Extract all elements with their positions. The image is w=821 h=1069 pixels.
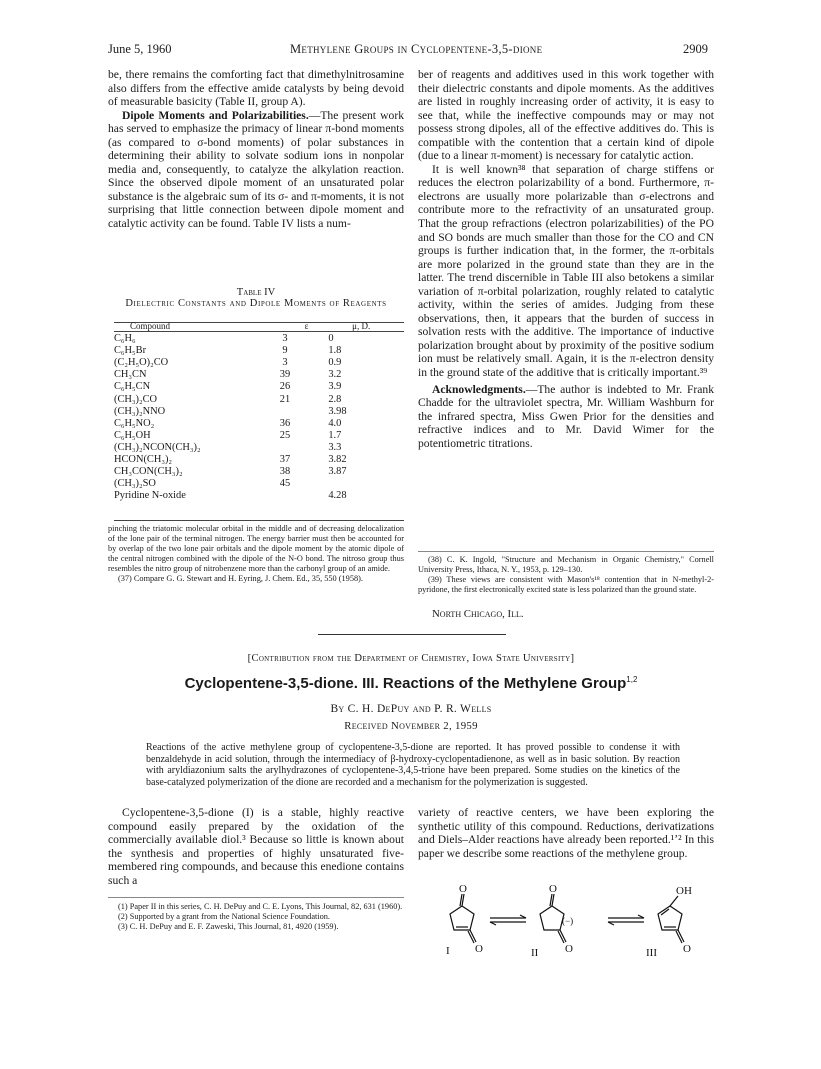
table-row [114, 466, 394, 478]
paragraph: Cyclopentene-3,5-dione (I) is a stable, highly reactive compound easily prepared by the oxidation of the commercially available diol.³ Because so little is known about the synthesis and properties of highly unsaturated five-membered ring compounds, and because this enedione contains such a [108, 806, 404, 887]
compound-cell: (CH₃)₂NCON(CH₃)₂ [114, 441, 201, 453]
equilibrium-arrow-1 [490, 915, 526, 925]
compound-cell: C₆H₆ [114, 333, 136, 345]
compound-cell: C₆H₅Br [114, 345, 147, 357]
column-header: Compound [130, 321, 171, 331]
table-caption: Dielectric Constants and Dipole Moments of Reagents [125, 298, 387, 309]
dipole-cell: 0.9 [328, 357, 342, 369]
compound-cell: HCON(CH₃)₂ [114, 454, 173, 466]
section-heading: Dipole Moments and Polarizabilities. [122, 108, 309, 122]
table-row [114, 430, 394, 442]
dielectric-cell: 37 [279, 454, 291, 466]
dielectric-cell [264, 442, 307, 454]
body-right [418, 806, 714, 860]
compound-cell: C₆H₅CN [114, 381, 151, 393]
table-row [114, 478, 394, 490]
footnote-2: (2) Supported by a grant from the National Science Foundation. [118, 912, 330, 921]
compound-cell: C₆H₅NO₂ [114, 417, 155, 429]
article-divider [318, 634, 506, 635]
affiliation: North Chicago, Ill. [432, 608, 524, 620]
dipole-cell: 3.98 [328, 405, 347, 417]
paragraph: ber of reagents and additives used in this work together with their dielectric constants and dipole moments. As the additives are listed in roughly increasing order of activity, it is easy to see that, while the ineffective compounds may or may not possess strong dipoles, all of the effective additives do. This is compatible with the contention that a certain kind of dipole (due to a linear π-moment) is necessary for catalytic action. [418, 68, 714, 163]
dielectric-cell: 36 [279, 417, 291, 429]
dipole-cell [306, 478, 394, 490]
atom-label: O [549, 884, 557, 895]
dielectric-cell [264, 490, 307, 502]
dipole-cell: 4.0 [328, 417, 342, 429]
dielectric-cell: 39 [279, 369, 291, 381]
footnote-3: (3) C. H. DePuy and E. F. Zaweski, This Journal, 81, 4920 (1959). [118, 922, 339, 931]
table-row [114, 381, 394, 393]
title-superscript: 1,2 [626, 675, 638, 684]
table-row [114, 369, 394, 381]
footnote-38: (38) C. K. Ingold, "Structure and Mechanism in Organic Chemistry," Cornell University Press, Ithaca, N. Y., 1953, p. 129–130. [418, 555, 714, 574]
table-row [114, 490, 394, 502]
section-heading: Acknowledgments. [432, 382, 526, 396]
compound-label-i: I [446, 945, 450, 957]
paragraph: It is well known³⁸ that separation of charge stiffens or reduces the electron polarizability of a bond. Furthermore, π-electrons are usually more polarizable than σ-electrons and contribute more to the refractivity of an unsaturated group. That the group refractions (electron polarizabilities) of the PO and SO bonds are much smaller than those for the CO and CN groups is further indication that, in the former, the π-orbitals are more polarized in the ground state than they are in the latter. The trend discernible in Table III also betokens a similar variation of π-orbital polarization, roughly related to catalytic activity, within the series of amides. Judging from these observations, then, it appears that the burden of success in solvation rests with the additive. The importance of inductive polarization brought about by proximity of the positive sodium ion must be relatively small. Again, it is the π-electron density in the ground state of the additive that is critically important.³⁹ [418, 162, 714, 380]
table-row [114, 357, 394, 369]
article-title-text: Cyclopentene-3,5-dione. III. Reactions of the Methylene Group [184, 675, 627, 692]
anion-label: (−) [562, 916, 574, 926]
compound-cell: (CH₃)₂CO [114, 393, 158, 405]
atom-label: O [565, 943, 573, 955]
authors: By C. H. DePuy and P. R. Wells [330, 703, 492, 715]
compound-cell: (CH₃)₂SO [114, 478, 156, 490]
table-row [114, 406, 394, 418]
equilibrium-arrow-2 [608, 915, 644, 925]
dielectric-cell [264, 406, 307, 418]
compound-cell: CH₃CON(CH₃)₂ [114, 466, 183, 478]
header-date: June 5, 1960 [108, 42, 172, 56]
paragraph: be, there remains the comforting fact that dimethylnitrosamine also differs from the effective amide catalysts by being devoid of measurable basicity (Table II, group A). [108, 68, 404, 109]
dipole-cell: 2.8 [328, 393, 342, 405]
dipole-cell: 3.9 [328, 381, 342, 393]
dielectric-cell: 25 [279, 429, 291, 441]
table-row [114, 394, 394, 406]
atom-label: O [683, 943, 691, 955]
footnotes-right [418, 551, 714, 595]
compound-cell: C₆H₅OH [114, 429, 151, 441]
article-title [108, 675, 714, 692]
footnotes-left [108, 524, 404, 584]
paragraph: variety of reactive centers, we have been exploring the synthetic utility of this compound. Reductions, derivatizations and Diels–Alder reactions have already been reported.¹ʼ² In this paper we describe some reactions of the methylene group. [418, 806, 714, 860]
table-row [114, 442, 394, 454]
compound-cell: (CH₃)₂NNO [114, 405, 166, 417]
reaction-scheme [440, 884, 710, 964]
table-row [114, 333, 394, 345]
dielectric-cell: 38 [279, 466, 291, 478]
paragraph: —The present work has served to emphasize the primacy of linear π-bond moments (as compared to σ-bond moments) of polar substances in determining their ability to solvate sodium ions in nonpolar media and, consequently, to catalyze the alkylation reaction. Since the observed dipole moment of an unsaturated polar substance is the algebraic sum of its σ- and π-moments, it is not surprising that little connection between dipole moment and catalytic activity can be found. Table IV lists a num- [108, 108, 404, 231]
received-date: Received November 2, 1959 [344, 720, 478, 732]
footnote-1: (1) Paper II in this series, C. H. DePuy and C. E. Lyons, This Journal, 82, 631 (1960). [118, 902, 403, 911]
dipole-cell: 3.3 [328, 441, 342, 453]
atom-label: O [459, 884, 467, 895]
atom-label: O [475, 943, 483, 955]
running-title: Methylene Groups in Cyclopentene-3,5-dione [290, 42, 543, 56]
dipole-cell: 4.28 [328, 490, 347, 502]
body-left [108, 806, 404, 887]
column-header: μ, D. [352, 321, 371, 331]
dipole-cell: 3.87 [328, 466, 347, 478]
dielectric-cell: 45 [279, 478, 291, 490]
right-column [418, 68, 714, 450]
dielectric-cell: 9 [282, 345, 288, 357]
dipole-cell: 3.82 [328, 454, 347, 466]
dipole-cell: 1.7 [328, 429, 342, 441]
table-rule-bottom [114, 520, 404, 521]
dielectric-cell: 21 [279, 393, 291, 405]
footnote-39: (39) These views are consistent with Mason's¹⁸ contention that in N-methyl-2-pyridone, the first electronically excited state is less polarized than the ground state. [418, 575, 714, 594]
table-iv [114, 320, 404, 502]
hydroxyl-label: OH [676, 885, 692, 897]
table-row [114, 345, 394, 357]
compound-cell: (C₂H₅O)₂CO [114, 357, 169, 369]
footnote-continuation: pinching the triatomic molecular orbital in the middle and of decreasing delocalization of the lone pair of the terminal nitrogen. The energy barrier must then be accounted for by overlap of the two lone pair orbitals and the dipole moment by the atomic dipole of the central nitrogen combined with the dipole of the N-O bond. The nitroso group thus resembles the nitro group of nitrobenzene more than the carbonyl group of an amide. [108, 524, 404, 573]
footnotes-article [108, 897, 404, 932]
compound-label-ii: II [531, 947, 539, 959]
left-column [108, 68, 404, 231]
dielectric-cell: 3 [282, 333, 288, 345]
table-body [114, 333, 394, 502]
compound-cell: CH₃CN [114, 369, 147, 381]
compound-label-iii: III [646, 947, 657, 959]
dielectric-cell: 26 [279, 381, 291, 393]
table-row [114, 454, 394, 466]
paragraph: —The author is indebted to Mr. Frank Chadde for the ultraviolet spectra, Mr. William Washburn for the infrared spectra, Miss Gwen Prior for the densities and refractive indices and to Mr. David Wimer for the potentiometric titrations. [418, 382, 714, 450]
page-number: 2909 [683, 42, 708, 56]
abstract: Reactions of the active methylene group of cyclopentene-3,5-dione are reported. It has proved possible to condense it with benzaldehyde in acid solution, through the intermediacy of β-hydroxy-cyclopentadienone, as well as in basic solution. By reaction with aryldiazonium salts the arylhydrazones of cyclopentene-3,4,5-trione have been prepared. Some studies on the kinetics of the base-catalyzed polymerization of the dione are recorded and a mechanism for the polymerization is suggested. [146, 742, 680, 788]
structure-iii [658, 896, 684, 943]
structure-i [450, 894, 476, 943]
dipole-cell: 0 [328, 333, 334, 345]
contribution-line: [Contribution from the Department of Chemistry, Iowa State University] [247, 653, 575, 664]
table-row [114, 418, 394, 430]
table-label: Table IV [236, 287, 276, 298]
column-header: ε [304, 321, 309, 331]
dielectric-cell: 3 [282, 357, 288, 369]
footnote-37: (37) Compare G. G. Stewart and H. Eyring, J. Chem. Ed., 35, 550 (1958). [118, 574, 363, 583]
compound-cell: Pyridine N-oxide [114, 490, 186, 502]
dipole-cell: 3.2 [328, 369, 342, 381]
dipole-cell: 1.8 [328, 345, 342, 357]
